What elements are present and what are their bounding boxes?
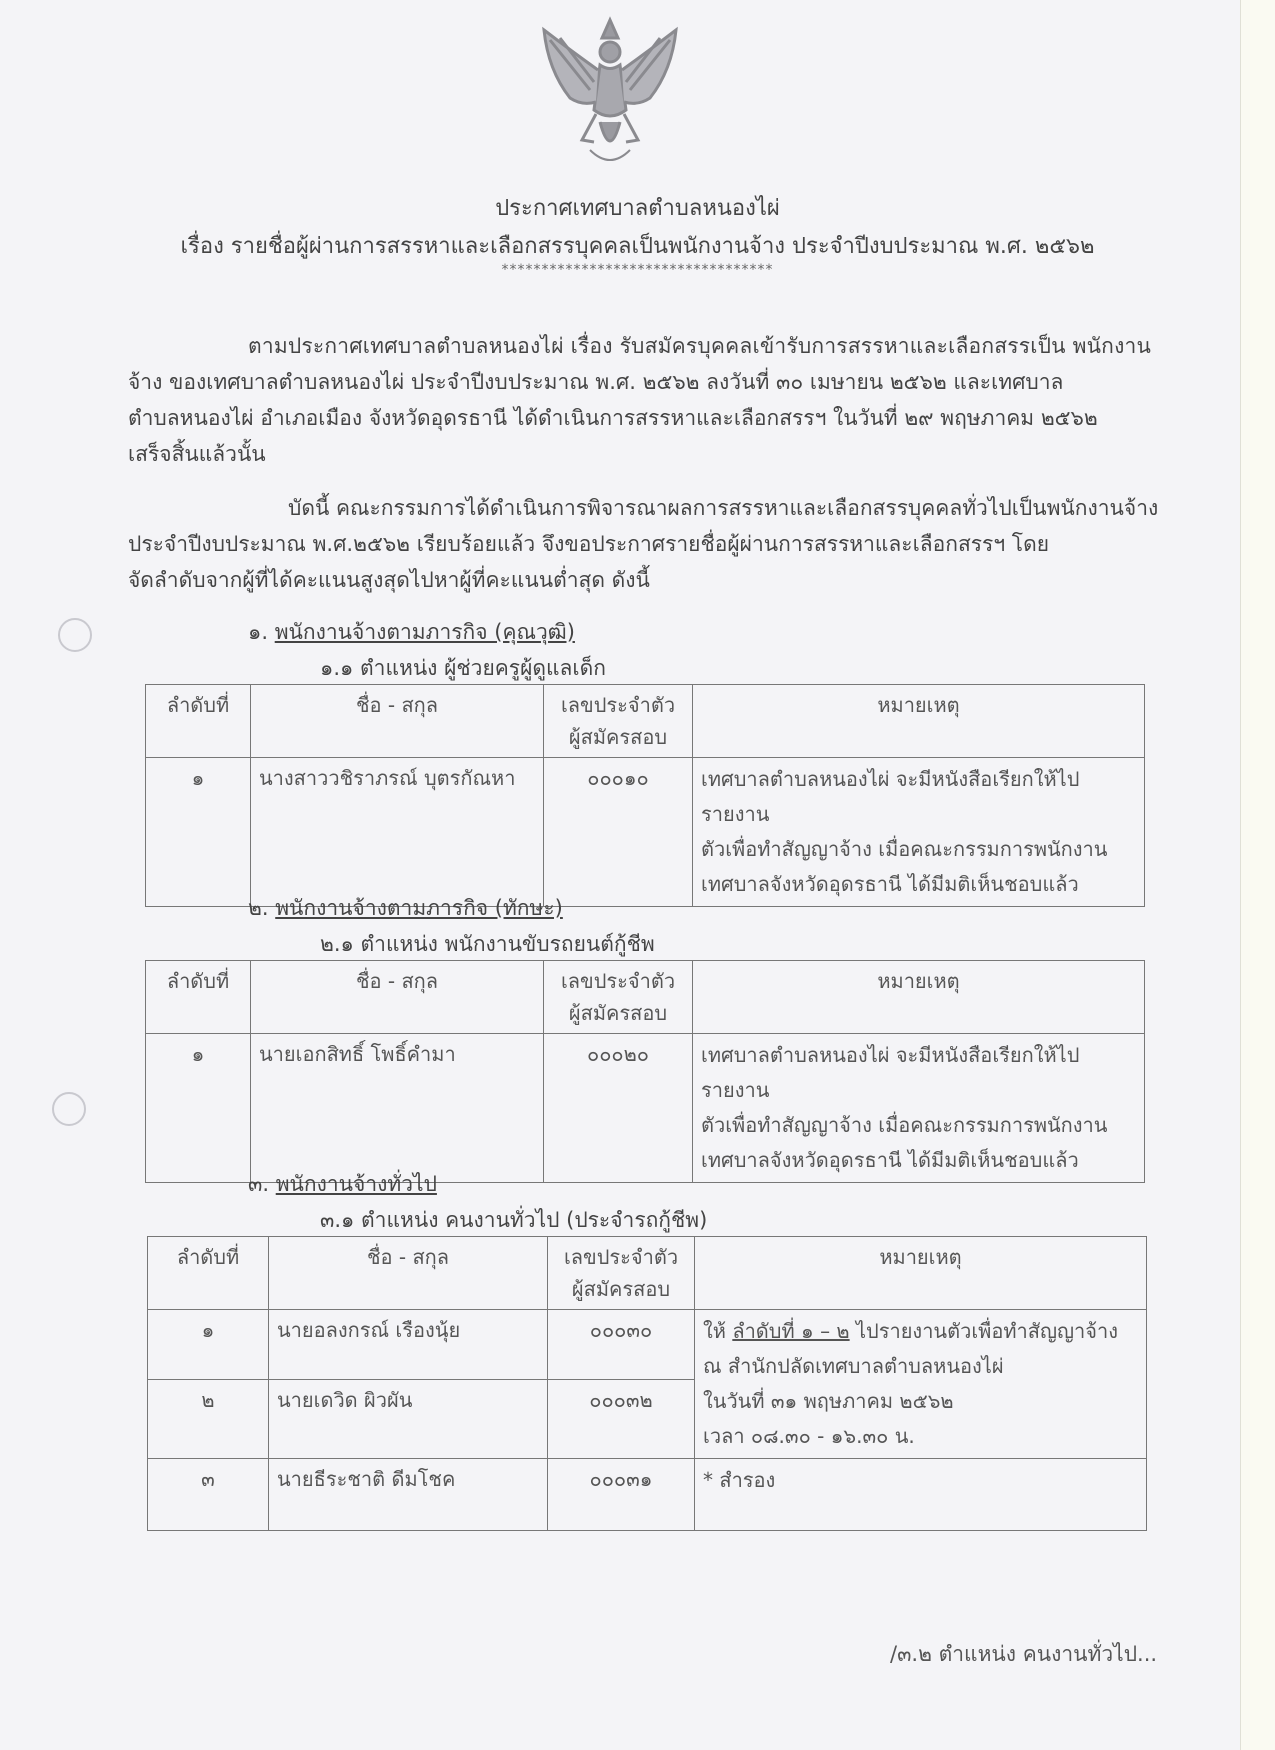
- header-remark: หมายเหตุ: [695, 1237, 1147, 1310]
- table-row: [148, 1459, 1147, 1531]
- cell-order: ๒: [148, 1380, 269, 1459]
- text-line: จ้าง ของเทศบาลตำบลหนองไผ่ ประจำปีงบประมาณ พ.ศ. ๒๕๖๒ ลงวันที่ ๓๐ เมษายน ๒๕๖๒ และเทศบาล: [128, 370, 1064, 394]
- header-id: [544, 685, 693, 758]
- cell-order: ๑: [148, 1310, 269, 1380]
- cell-id: ๐๐๐๒๐: [544, 1034, 693, 1183]
- section-title: พนักงานจ้างตามภารกิจ (ทักษะ): [275, 896, 563, 920]
- remark-prefix: ให้: [703, 1319, 733, 1343]
- header-id-line: ผู้สมัครสอบ: [568, 725, 668, 749]
- header-id: [544, 961, 693, 1034]
- header-order: ลำดับที่: [148, 1237, 269, 1310]
- cell-remark: [695, 1310, 1147, 1459]
- section-title: พนักงานจ้างทั่วไป: [275, 1172, 437, 1196]
- cell-order: ๑: [146, 758, 251, 907]
- cell-id: ๐๐๐๓๒: [548, 1380, 695, 1459]
- table-row: [146, 758, 1145, 907]
- header-id-line: ผู้สมัครสอบ: [571, 1277, 671, 1301]
- result-table: [145, 960, 1145, 1183]
- result-table: [147, 1236, 1147, 1531]
- remark-line: เทศบาลจังหวัดอุดรธานี ได้มีมติเห็นชอบแล้ว: [701, 872, 1079, 896]
- text-line: ประจำปีงบประมาณ พ.ศ.๒๕๖๒ เรียบร้อยแล้ว จึงขอประกาศรายชื่อผู้ผ่านการสรรหาและเลือกสรรฯ โดย: [128, 532, 1050, 556]
- remark-line: เทศบาลตำบลหนองไผ่ จะมีหนังสือเรียกให้ไปรายงาน: [701, 1043, 1080, 1102]
- section-heading: [248, 1168, 437, 1201]
- table-row: [148, 1310, 1147, 1380]
- remark-line: ในวันที่ ๓๑ พฤษภาคม ๒๕๖๒: [703, 1389, 954, 1413]
- section-number: ๓.: [248, 1172, 270, 1196]
- text-line: ตำบลหนองไผ่ อำเภอเมือง จังหวัดอุดรธานี ได้ดำเนินการสรรหาและเลือกสรรฯ ในวันที่ ๒๙ พฤษภาคม ๒๕๖๒: [128, 406, 1098, 430]
- header-id-line: เลขประจำตัว: [560, 969, 676, 993]
- cell-remark: * สำรอง: [695, 1459, 1147, 1531]
- remark-line: ตัวเพื่อทำสัญญาจ้าง เมื่อคณะกรรมการพนักงาน: [701, 837, 1108, 861]
- cell-name: นายอลงกรณ์ เรืองนุ้ย: [269, 1310, 548, 1380]
- cell-order: ๑: [146, 1034, 251, 1183]
- header-id-line: ผู้สมัครสอบ: [568, 1001, 668, 1025]
- cell-remark: [693, 1034, 1145, 1183]
- remark-order-range: ลำดับที่ ๑ – ๒: [732, 1319, 850, 1343]
- header-remark: หมายเหตุ: [693, 961, 1145, 1034]
- position-heading: ๓.๑ ตำแหน่ง คนงานทั่วไป (ประจำรถกู้ชีพ): [320, 1208, 708, 1232]
- position-heading: ๑.๑ ตำแหน่ง ผู้ช่วยครูผู้ดูแลเด็ก: [320, 656, 606, 680]
- header-remark: หมายเหตุ: [693, 685, 1145, 758]
- remark-suffix: ไปรายงานตัวเพื่อทำสัญญาจ้าง: [849, 1319, 1118, 1343]
- table-row: [146, 1034, 1145, 1183]
- punch-hole: [58, 618, 92, 652]
- header-name: ชื่อ - สกุล: [251, 685, 544, 758]
- separator-line: **********************************: [501, 262, 774, 278]
- remark-line: ณ สำนักปลัดเทศบาลตำบลหนองไผ่: [703, 1354, 1004, 1378]
- text-line: ตามประกาศเทศบาลตำบลหนองไผ่ เรื่อง รับสมัครบุคคลเข้ารับการสรรหาและเลือกสรรเป็น พนักงาน: [248, 334, 1152, 358]
- header-id-line: เลขประจำตัว: [563, 1245, 679, 1269]
- text-line: เสร็จสิ้นแล้วนั้น: [128, 442, 266, 466]
- announcement-subject: เรื่อง รายชื่อผู้ผ่านการสรรหาและเลือกสรรบุคคลเป็นพนักงานจ้าง ประจำปีงบประมาณ พ.ศ. ๒๕๖๒: [180, 234, 1095, 259]
- continuation-note: /๓.๒ ตำแหน่ง คนงานทั่วไป...: [890, 1642, 1158, 1666]
- header-order: ลำดับที่: [146, 685, 251, 758]
- section-heading: [248, 616, 575, 649]
- announcement-title: ประกาศเทศบาลตำบลหนองไผ่: [495, 196, 780, 221]
- intro-paragraph-2: [128, 490, 1159, 598]
- remark-line: ตัวเพื่อทำสัญญาจ้าง เมื่อคณะกรรมการพนักงาน: [701, 1113, 1108, 1137]
- remark-line: เทศบาลตำบลหนองไผ่ จะมีหนังสือเรียกให้ไปรายงาน: [701, 767, 1080, 826]
- header-order: ลำดับที่: [146, 961, 251, 1034]
- header-id: [548, 1237, 695, 1310]
- cell-id: ๐๐๐๑๐: [544, 758, 693, 907]
- section-number: ๒.: [248, 896, 269, 920]
- header-name: ชื่อ - สกุล: [269, 1237, 548, 1310]
- header-id-line: เลขประจำตัว: [560, 693, 676, 717]
- cell-name: นายเอกสิทธิ์ โพธิ์คำมา: [251, 1034, 544, 1183]
- remark-line: [703, 1314, 1138, 1349]
- header-name: ชื่อ - สกุล: [251, 961, 544, 1034]
- cell-name: นางสาววชิราภรณ์ บุตรกัณหา: [251, 758, 544, 907]
- position-heading: ๒.๑ ตำแหน่ง พนักงานขับรถยนต์กู้ชีพ: [320, 932, 655, 956]
- punch-hole: [52, 1092, 86, 1126]
- cell-id: ๐๐๐๓๐: [548, 1310, 695, 1380]
- garuda-emblem-icon: [530, 10, 690, 180]
- section-title: พนักงานจ้างตามภารกิจ (คุณวุฒิ): [274, 620, 575, 644]
- section-number: ๑.: [248, 620, 269, 644]
- intro-paragraph-1: [128, 328, 1152, 472]
- cell-order: ๓: [148, 1459, 269, 1531]
- cell-remark: [693, 758, 1145, 907]
- section-heading: [248, 892, 563, 925]
- cell-name: นายเดวิด ผิวผัน: [269, 1380, 548, 1459]
- cell-name: นายธีระชาติ ดีมโชค: [269, 1459, 548, 1531]
- text-line: จัดลำดับจากผู้ที่ได้คะแนนสูงสุดไปหาผู้ที่คะแนนต่ำสุด ดังนี้: [128, 568, 650, 592]
- remark-line: เทศบาลจังหวัดอุดรธานี ได้มีมติเห็นชอบแล้ว: [701, 1148, 1079, 1172]
- remark-line: เวลา ๐๘.๓๐ - ๑๖.๓๐ น.: [703, 1424, 915, 1448]
- result-table: [145, 684, 1145, 907]
- cell-id: ๐๐๐๓๑: [548, 1459, 695, 1531]
- text-line: บัดนี้ คณะกรรมการได้ดำเนินการพิจารณาผลการสรรหาและเลือกสรรบุคคลทั่วไปเป็นพนักงานจ้าง: [288, 496, 1159, 520]
